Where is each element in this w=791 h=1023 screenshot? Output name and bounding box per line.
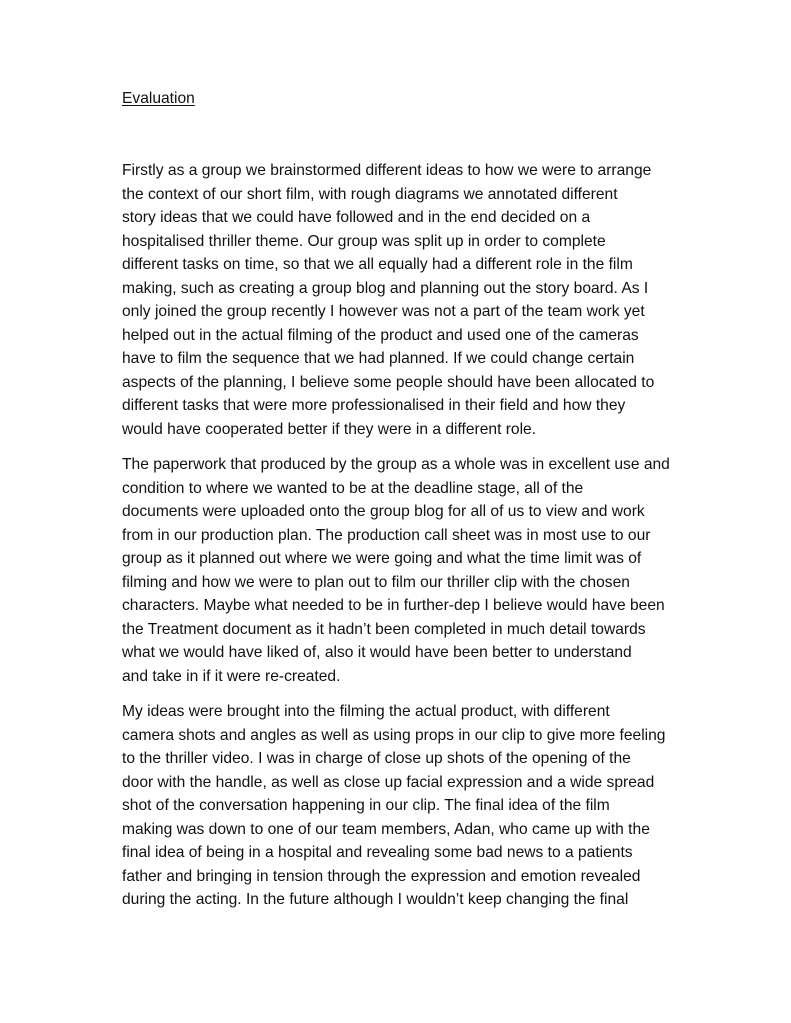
text-line: would have cooperated better if they were in a different role. [122,420,537,438]
text-line: documents were uploaded onto the group blog for all of us to view and work [122,503,645,520]
text-line: characters. Maybe what needed to be in further-dep I believe would have been [122,597,665,614]
text-line: aspects of the planning, I believe some people should have been allocated to [122,373,655,391]
text-line: from in our production plan. The production call sheet was in most use to our [122,526,651,544]
text-line: father and bringing in tension through the expression and emotion revealed [122,867,641,885]
text-line: condition to where we wanted to be at the deadline stage, all of the [122,479,584,497]
text-line: hospitalised thriller theme. Our group was split up in order to complete [122,232,606,250]
paragraph-paperwork [122,453,682,688]
text-line: making, such as creating a group blog and planning out the story board. As I [122,279,649,297]
text-line: final idea of being in a hospital and revealing some bad news to a patients [122,844,633,861]
text-line: door with the handle, as well as close up facial expression and a wide spread [122,773,655,791]
text-line: the Treatment document as it hadn’t been completed in much detail towards [122,620,646,638]
text-line: story ideas that we could have followed and in the end decided on a [122,209,591,226]
text-line: to the thriller video. I was in charge of close up shots of the opening of the [122,750,631,767]
text-line: filming and how we were to plan out to film our thriller clip with the chosen [122,573,630,591]
text-line: making was down to one of our team members, Adan, who came up with the [122,820,650,838]
text-line: the context of our short film, with rough diagrams we annotated different [122,185,618,203]
text-line: shot of the conversation happening in our clip. The final idea of the film [122,797,610,814]
document-title: Evaluation [122,90,195,107]
text-line: Firstly as a group we brainstormed different ideas to how we were to arrange [122,162,652,179]
text-line: only joined the group recently I however was not a part of the team work yet [122,303,645,320]
text-line: have to film the sequence that we had planned. If we could change certain [122,350,635,367]
text-line: My ideas were brought into the filming the actual product, with different [122,703,610,720]
text-line: The paperwork that produced by the group as a whole was in excellent use and [122,456,670,473]
paragraph-ideas [122,700,682,912]
paragraph-planning [122,159,682,441]
document-body [122,159,682,924]
text-line: different tasks that were more professionalised in their field and how they [122,397,626,414]
text-line: camera shots and angles as well as using props in our clip to give more feeling [122,726,666,744]
text-line: during the acting. In the future although I wouldn’t keep changing the final [122,891,629,908]
text-line: what we would have liked of, also it would have been better to understand [122,644,632,661]
text-line: group as it planned out where we were going and what the time limit was of [122,550,642,567]
text-line: and take in if it were re-created. [122,667,341,685]
text-line: different tasks on time, so that we all equally had a different role in the film [122,256,633,273]
text-line: helped out in the actual filming of the product and used one of the cameras [122,326,639,344]
